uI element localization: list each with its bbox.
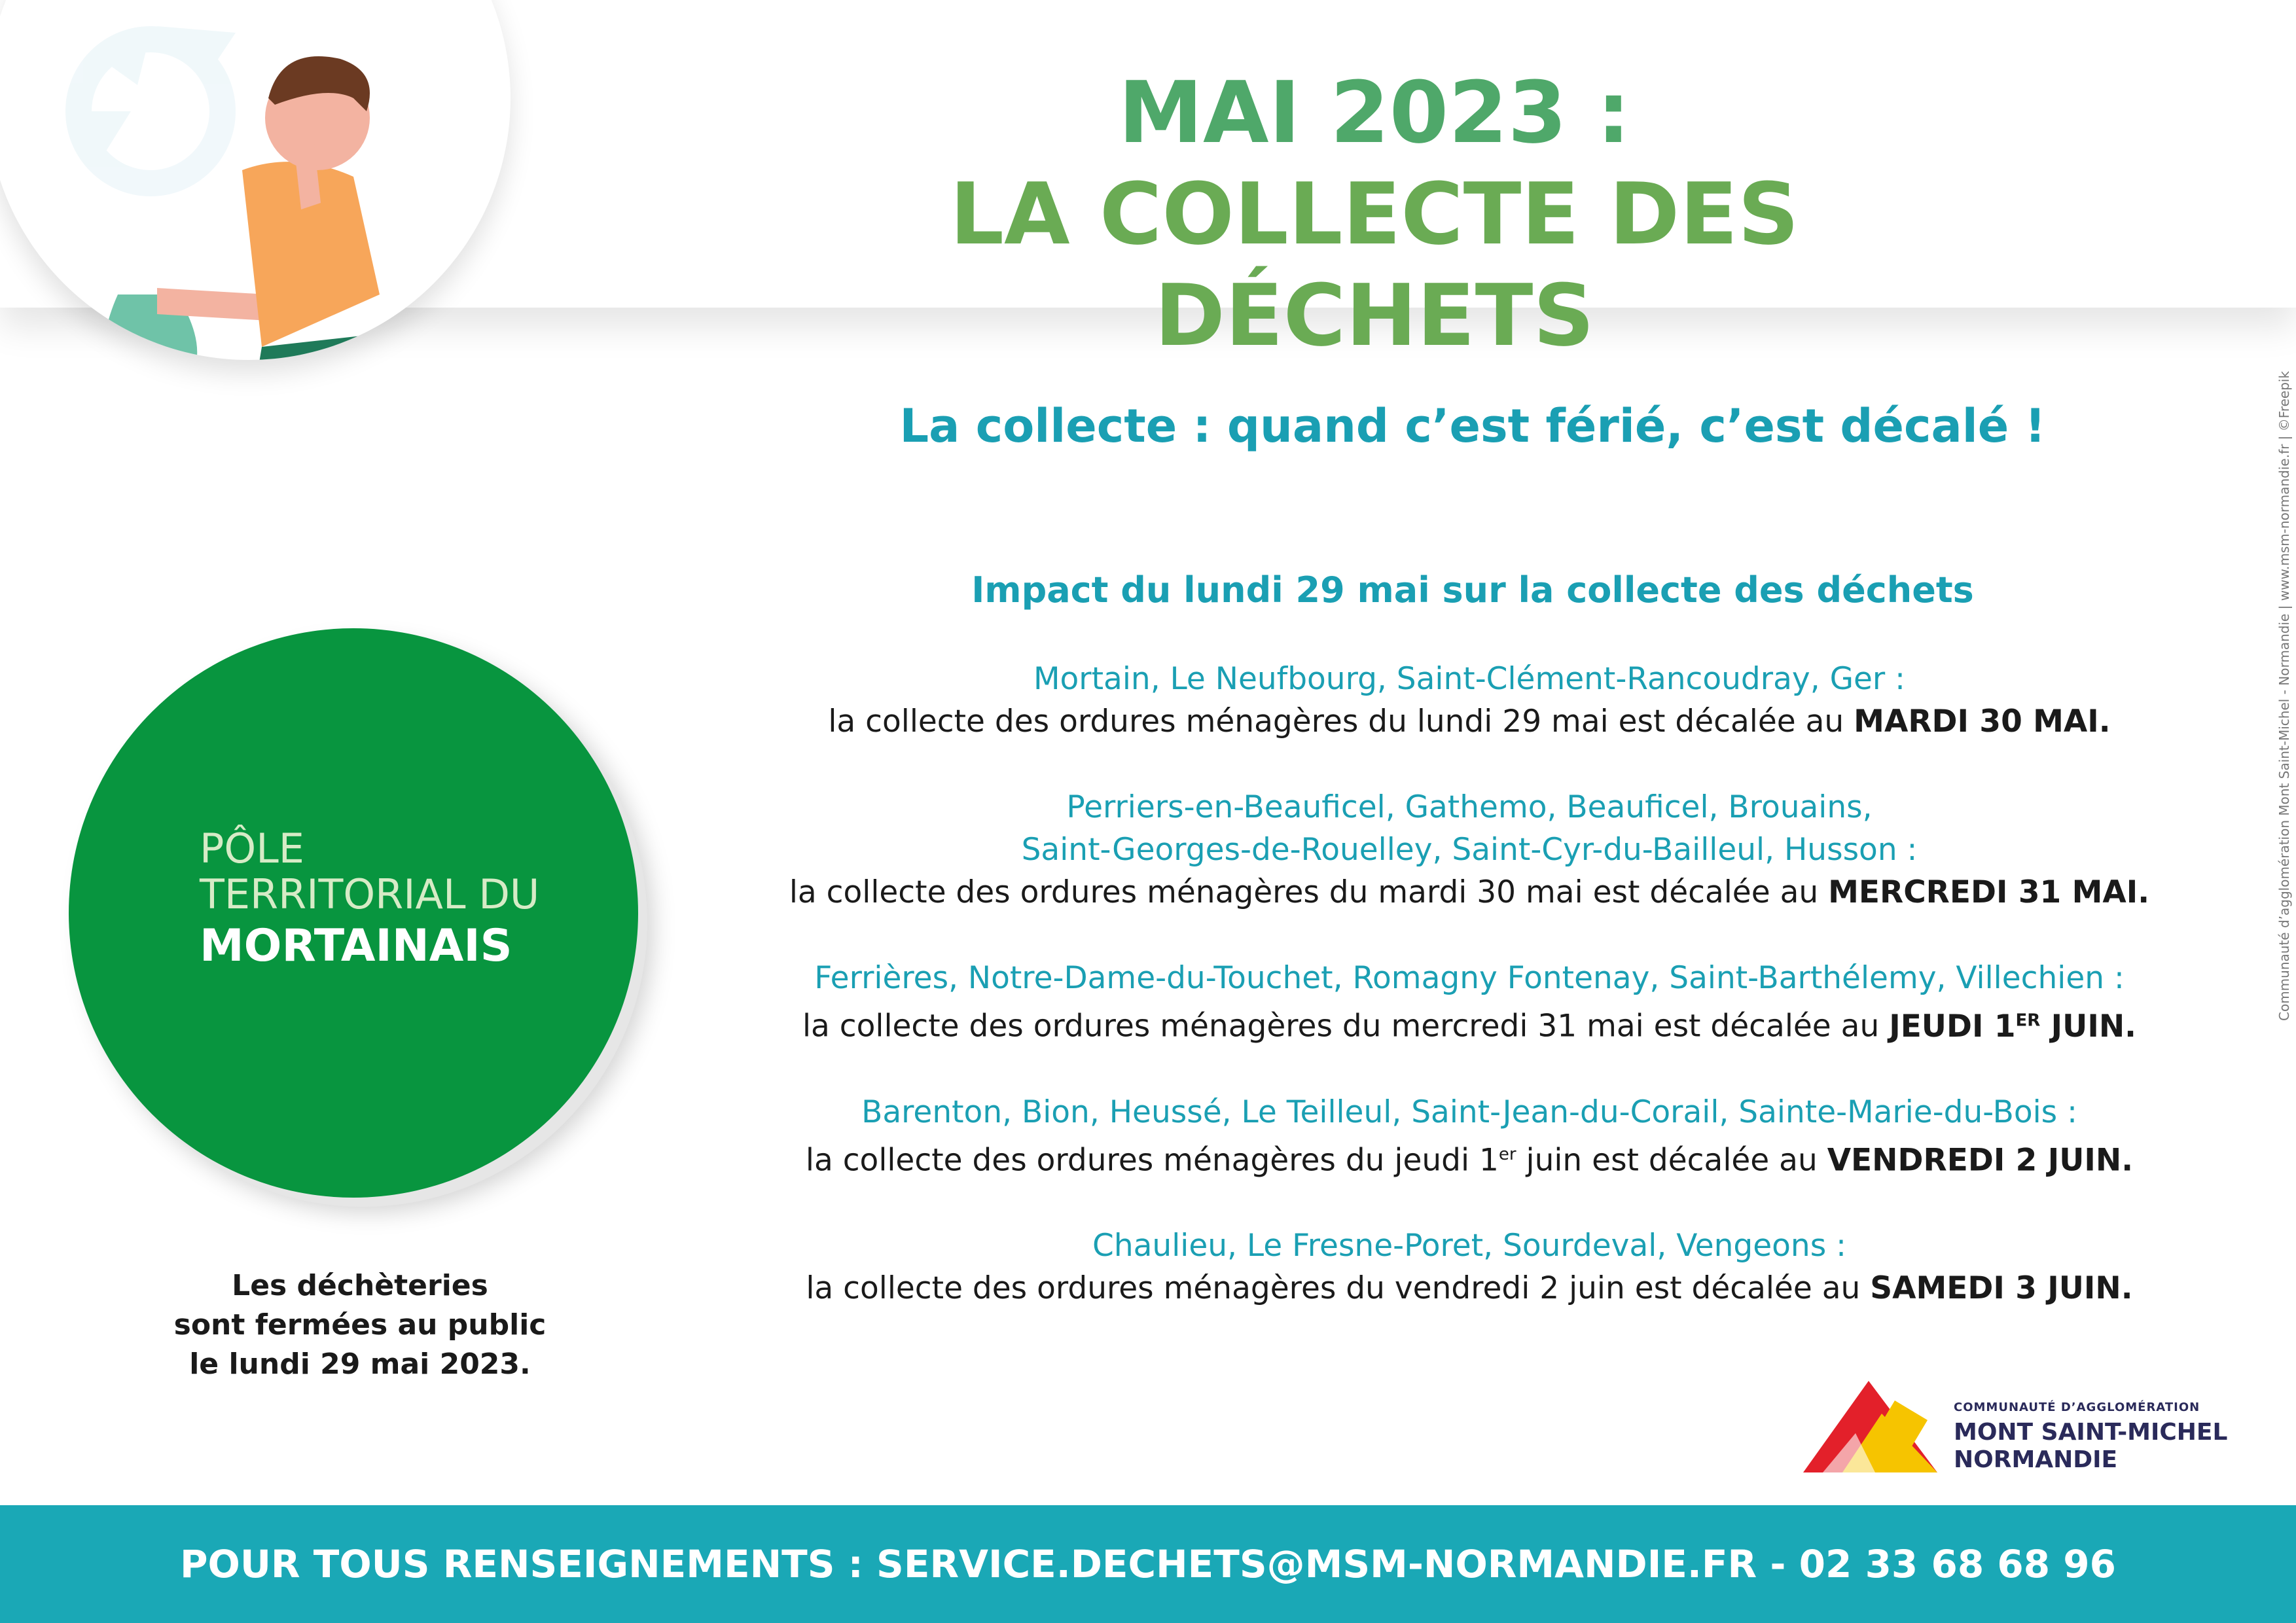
logo-line2: NORMANDIE [1954,1446,2118,1473]
subtitle: La collecte : quand c’est férié, c’est décalé ! [899,399,2046,453]
detail-line [740,1267,2199,1310]
illustration-person-with-trash-bag [0,0,511,360]
detail-line [740,1133,2199,1182]
towns-line: Perriers-en-Beauficel, Gathemo, Beauficel, Brouains, [1066,789,1873,825]
detail-line [740,871,2199,914]
credit-text: Communauté d’agglomération Mont Saint-Michel - Normandie | www.msm-normandie.fr | ©Freepik [2276,370,2292,1021]
detail-sup: er [1498,1144,1516,1164]
detail-line [740,999,2199,1048]
pole-line3: MORTAINAIS [200,920,512,972]
dechetteries-note [131,1266,589,1384]
detail-text: la collecte des ordures ménagères du vendredi 2 juin est décalée au [806,1270,1861,1307]
note-line: le lundi 29 mai 2023. [189,1347,531,1381]
logo-small-text: COMMUNAUTÉ D’AGGLOMÉRATION [1954,1400,2200,1414]
page-title [785,62,1964,366]
note-line: sont fermées au public [173,1308,547,1342]
pole-line2: TERRITORIAL DU [200,870,540,918]
schedule-item [740,1224,2199,1310]
pole-line1: PÔLE [200,825,304,872]
logo-mark-icon [1797,1374,1947,1492]
schedule-item [740,957,2199,1048]
schedule-item [740,1091,2199,1182]
pole-territorial-badge [69,628,638,1198]
detail-text: la collecte des ordures ménagères du mercredi 31 mai est décalée au [802,1008,1880,1044]
impact-heading: Impact du lundi 29 mai sur la collecte des déchets [971,569,1974,611]
detail-text: la collecte des ordures ménagères du jeudi 1 [805,1142,1499,1179]
detail-text: juin est décalée au [1516,1142,1818,1179]
towns-line: Mortain, Le Neufbourg, Saint-Clément-Rancoudray, Ger : [1033,661,1906,697]
note-line: Les déchèteries [232,1269,488,1302]
new-day: MERCREDI 31 MAI. [1828,874,2150,910]
logo-line1: MONT SAINT-MICHEL [1954,1419,2228,1446]
new-day-part: JUIN. [2040,1008,2137,1044]
towns-line: Saint-Georges-de-Rouelley, Saint-Cyr-du-Bailleul, Husson : [1021,832,1918,868]
msm-normandie-logo [1797,1374,2242,1492]
new-day: VENDREDI 2 JUIN. [1827,1142,2134,1179]
schedule-item [740,786,2199,914]
new-day-sup: ER [2015,1010,2041,1030]
schedule-list [740,658,2199,1353]
footer-contact: POUR TOUS RENSEIGNEMENTS : SERVICE.DECHETS@MSM-NORMANDIE.FR - 02 33 68 68 96 [180,1542,2116,1586]
towns-line: Chaulieu, Le Fresne-Poret, Sourdeval, Vengeons : [1092,1228,1846,1264]
recycle-icon [65,26,236,183]
schedule-item [740,658,2199,743]
detail-text: la collecte des ordures ménagères du lundi 29 mai est décalée au [828,704,1844,740]
new-day-part: JEUDI 1 [1889,1008,2016,1044]
new-day: SAMEDI 3 JUIN. [1870,1270,2133,1307]
detail-line [740,700,2199,743]
title-line1: MAI 2023 : [1118,63,1631,162]
new-day [1889,1008,2136,1044]
new-day: MARDI 30 MAI. [1854,704,2111,740]
towns-line: Barenton, Bion, Heussé, Le Teilleul, Saint-Jean-du-Corail, Sainte-Marie-du-Bois : [861,1094,2077,1130]
towns-line: Ferrières, Notre-Dame-du-Touchet, Romagny Fontenay, Saint-Barthélemy, Villechien : [814,960,2125,996]
footer-band [0,1505,2296,1623]
detail-text: la collecte des ordures ménagères du mardi 30 mai est décalée au [789,874,1819,910]
title-line2: LA COLLECTE DES DÉCHETS [950,164,1799,365]
